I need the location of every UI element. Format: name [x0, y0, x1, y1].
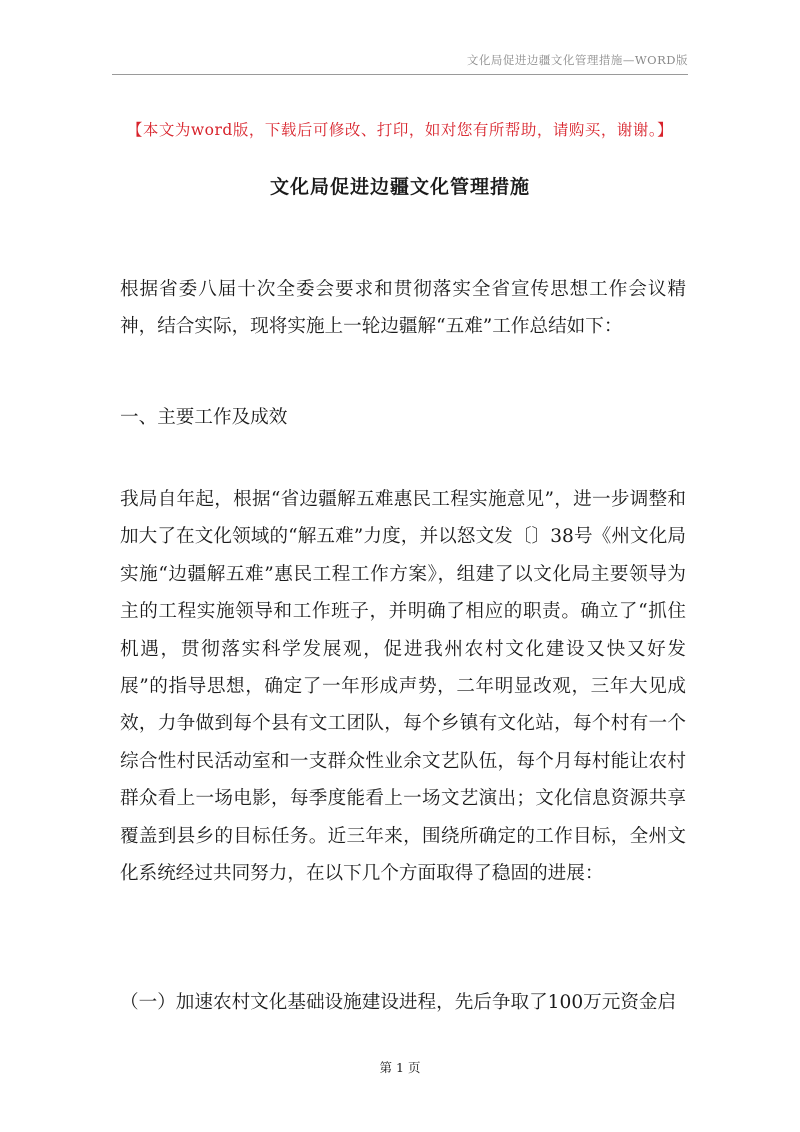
section-heading: 一、主要工作及成效	[120, 407, 288, 428]
document-title: 文化局促进边疆文化管理措施	[269, 176, 530, 198]
running-header: 文化局促进边疆文化管理措施—WORD版	[466, 53, 688, 67]
subsection-paragraph: （一）加速农村文化基础设施建设进程，先后争取了100万元资金启	[120, 992, 677, 1013]
header-divider	[112, 74, 688, 75]
intro-paragraph: 根据省委八届十次全委会要求和贯彻落实全省宣传思想工作会议精神，结合实际，现将实施上一轮边疆解“五难”工作总结如下：	[120, 279, 686, 338]
page-number: 第 1 页	[379, 1060, 421, 1075]
purchase-notice: 【本文为word版，下载后可修改、打印，如对您有所帮助，请购买，谢谢。】	[126, 121, 674, 139]
body-paragraph: 我局自年起，根据“省边疆解五难惠民工程实施意见”，进一步调整和加大了在文化领域的“解五难”力度，并以怒文发〔〕38号《州文化局实施“边疆解五难”惠民工程工作方案》，组建了以文化局主要领导为主的工程实施领导和工作班子，并明确了相应的职责。确立了“抓住机遇，贯彻落实科学发展观，促进我州农村文化建设又快又好发展”的指导思想，确定了一年形成声势，二年明显改观，三年大见成效，力争做到每个县有文工团队，每个乡镇有文化站，每个村有一个综合性村民活动室和一支群众性业余文艺队伍，每个月每村能让农村群众看上一场电影，每季度能看上一场文艺演出；文化信息资源共享覆盖到县乡的目标任务。近三年来，围绕所确定的工作目标，全州文化系统经过共同努力，在以下几个方面取得了稳固的进展：	[120, 489, 686, 885]
